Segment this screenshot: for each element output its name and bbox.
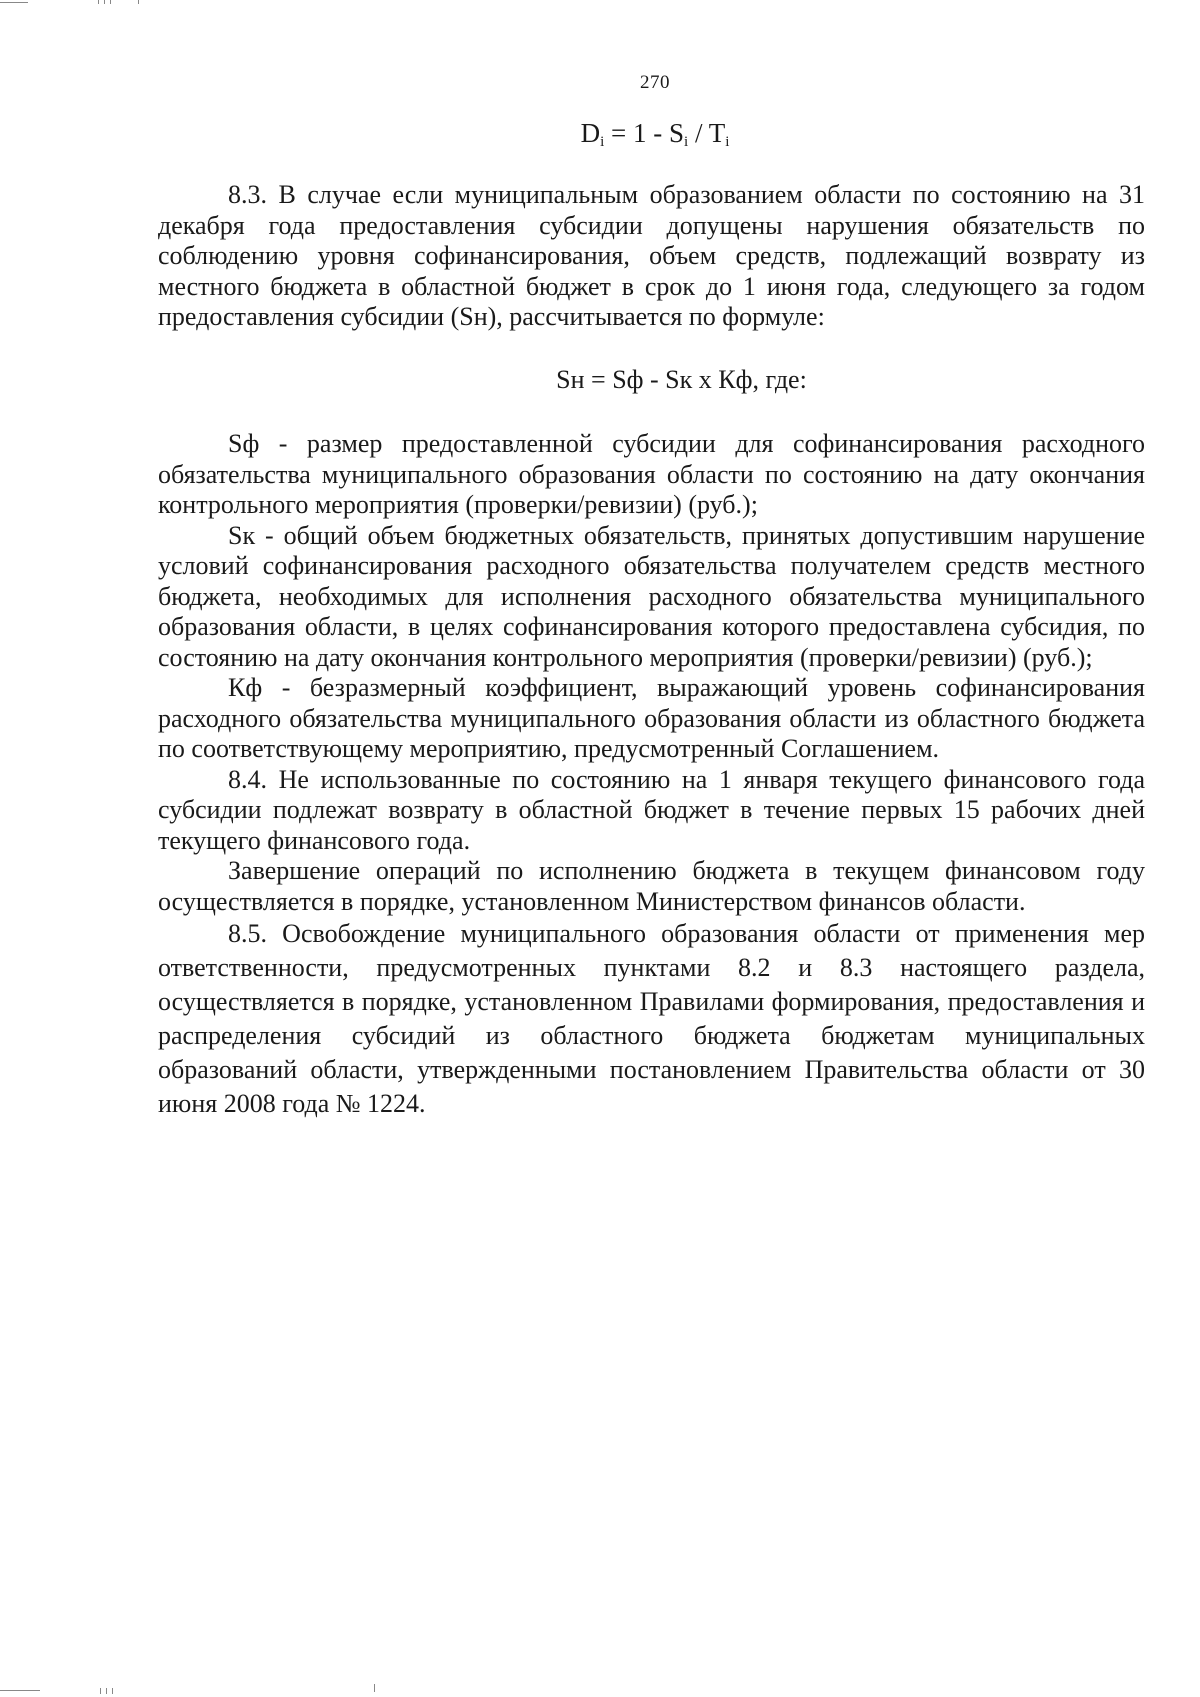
definition-sk: Sк - общий объем бюджетных обязательств, принятых допустившим нарушение условий софинансирования расходного обязательства получателем средств местного бюджета, необходимых для исполнения расходного обязательства муниципального образования области, в целях софинансирования которого предоставлена субсидия, по состоянию на дату окончания контрольного мероприятия (проверки/ревизии) (руб.); — [158, 520, 1145, 672]
definition-sf: Sф - размер предоставленной субсидии для софинансирования расходного обязательства муниципального образования области по состоянию на дату окончания контрольного мероприятия (проверки/ревизии) (руб.); — [158, 429, 1145, 519]
page-number: 270 — [640, 72, 670, 93]
formula-sn: Sн = Sф - Sк x Кф, где: — [556, 364, 807, 394]
scan-tick — [100, 1688, 101, 1694]
paragraph-8-4: 8.4. Не использованные по состоянию на 1 января текущего финансового года субсидии подлежат возврату в областной бюджет в течение первых 15 рабочих дней текущего финансового года. — [158, 764, 1145, 855]
scan-tick — [138, 0, 139, 4]
paragraph-8-3: 8.3. В случае если муниципальным образованием области по состоянию на 31 декабря года предоставления субсидии допущены нарушения обязательств по соблюдению уровня софинансирования, объем средств, подлежащий возврату из местного бюджета в областной бюджет в срок до 1 июня года, следующего за годом предоставления субсидии (Sн), рассчитывается по формуле: — [158, 180, 1145, 331]
paragraph-8-5: 8.5. Освобождение муниципального образования области от применения мер ответственности, предусмотренных пунктами 8.2 и 8.3 настоящего раздела, осуществляется в порядке, установленном Правилами формирования, предоставления и распределения субсидий из областного бюджета бюджетам муниципальных образований области, утвержденными постановлением Правительства области от 30 июня 2008 года № 1224. — [158, 919, 1145, 1118]
formula-rhs-sub: i — [725, 134, 730, 150]
formula-rhs: / T — [688, 118, 726, 148]
scan-tick — [374, 1684, 375, 1692]
scan-tick — [98, 0, 99, 4]
formula-mid-sub: i — [684, 134, 689, 150]
scan-mark-top-left — [0, 2, 28, 3]
scan-tick — [112, 1688, 113, 1694]
formula-lhs: D — [580, 118, 601, 148]
scan-tick — [106, 1688, 107, 1694]
paragraph-completion: Завершение операций по исполнению бюджета в текущем финансовом году осуществляется в порядке, установленном Министерством финансов области. — [158, 856, 1145, 916]
formula-lhs-sub: i — [600, 134, 605, 150]
scan-tick — [110, 0, 111, 4]
definition-kf: Кф - безразмерный коэффициент, выражающий уровень софинансирования расходного обязательства муниципального образования области из областного бюджета по соответствующему мероприятию, предусмотренный Соглашением. — [158, 673, 1145, 763]
formula-d-i — [0, 118, 1200, 151]
formula-mid: = 1 - S — [604, 118, 685, 148]
document-body — [158, 180, 1145, 1121]
scan-mark-bottom-left — [0, 1690, 40, 1691]
scan-tick — [104, 0, 105, 4]
